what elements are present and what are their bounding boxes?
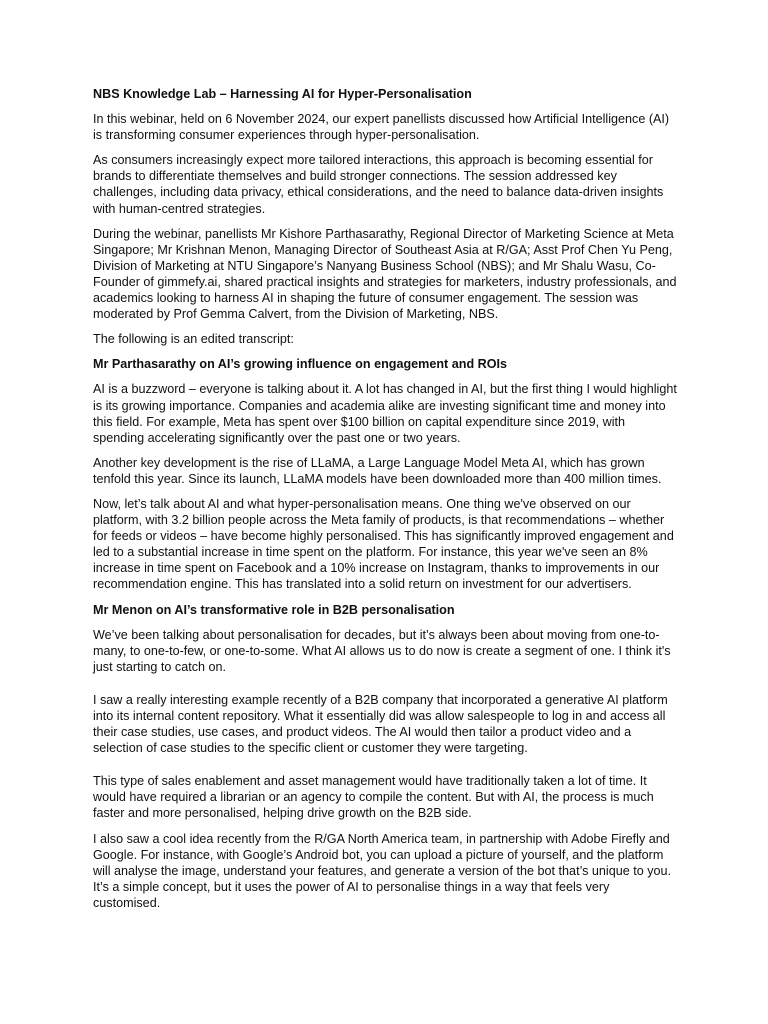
section-paragraph: Now, let’s talk about AI and what hyper-personalisation means. One thing we've observed on our platform, with 3.2 billion people across the Meta family of products, is that recommendations – whether for feeds or videos – have become highly personalised. This has significantly improved engagement and led to a substantial increase in time spent on the platform. For instance, this year we've seen an 8% increase in time spent on Facebook and a 10% increase on Instagram, thanks to improvements in our recommendation engine. This has translated into a solid return on investment for our advertisers. <box>93 496 674 592</box>
section-paragraph: We’ve been talking about personalisation for decades, but it’s always been about moving from one-to-many, to one-to-few, or one-to-some. What AI allows us to do now is create a segment of one. I think it's just starting to catch on. <box>93 627 671 674</box>
section-paragraph: This type of sales enablement and asset management would have traditionally taken a lot of time. It would have required a librarian or an agency to compile the content. But with AI, the process is much faster and more personalised, helping drive growth on the B2B side. <box>93 774 654 821</box>
intro-paragraph: As consumers increasingly expect more tailored interactions, this approach is becoming essential for brands to differentiate themselves and build stronger connections. The session addressed key challenges, including data privacy, ethical considerations, and the need to balance data-driven insights with human-centred strategies. <box>93 153 664 216</box>
section-paragraph: AI is a buzzword – everyone is talking about it. A lot has changed in AI, but the first thing I would highlight is its growing importance. Companies and academia alike are investing significant time and money into this field. For example, Meta has spent over $100 billion on capital expenditure since 2019, with spending accelerating significantly over the past one or two years. <box>93 382 677 445</box>
intro-paragraph: During the webinar, panellists Mr Kishore Parthasarathy, Regional Director of Marketing Science at Meta Singapore; Mr Krishnan Menon, Managing Director of Southeast Asia at R/GA; Asst Prof Chen Yu Peng, Division of Marketing at NTU Singapore’s Nanyang Business School (NBS); and Mr Shalu Wasu, Co-Founder of gimmefy.ai, shared practical insights and strategies for marketers, industry professionals, and academics looking to harness AI in shaping the future of consumer engagement. The session was moderated by Prof Gemma Calvert, from the Division of Marketing, NBS. <box>93 226 677 322</box>
section-heading-menon: Mr Menon on AI’s transformative role in B2B personalisation <box>93 602 455 617</box>
intro-paragraph: The following is an edited transcript: <box>93 332 294 347</box>
section-paragraph: Another key development is the rise of LLaMA, a Large Language Model Meta AI, which has grown tenfold this year. Since its launch, LLaMA models have been downloaded more than 400 million times. <box>93 455 662 486</box>
section-heading-parthasarathy: Mr Parthasarathy on AI’s growing influence on engagement and ROIs <box>93 357 508 372</box>
section-paragraph: I also saw a cool idea recently from the R/GA North America team, in partnership with Adobe Firefly and Google. For instance, with Google’s Android bot, you can upload a picture of yourself, and the platform will analyse the image, understand your features, and generate a version of the bot that’s unique to you. It’s a simple concept, but it uses the power of AI to personalise things in a way that feels very customised. <box>93 831 672 910</box>
section-paragraph: I saw a really interesting example recently of a B2B company that incorporated a generative AI platform into its internal content repository. What it essentially did was allow salespeople to log in and access all their case studies, use cases, and product videos. The AI would then tailor a product video and a selection of case studies to the specific client or customer they were targeting. <box>93 692 668 756</box>
document-title: NBS Knowledge Lab – Harnessing AI for Hyper-Personalisation <box>93 87 472 101</box>
document-page <box>93 86 677 920</box>
intro-paragraph: In this webinar, held on 6 November 2024, our expert panellists discussed how Artificial Intelligence (AI) is transforming consumer experiences through hyper-personalisation. <box>93 112 670 143</box>
